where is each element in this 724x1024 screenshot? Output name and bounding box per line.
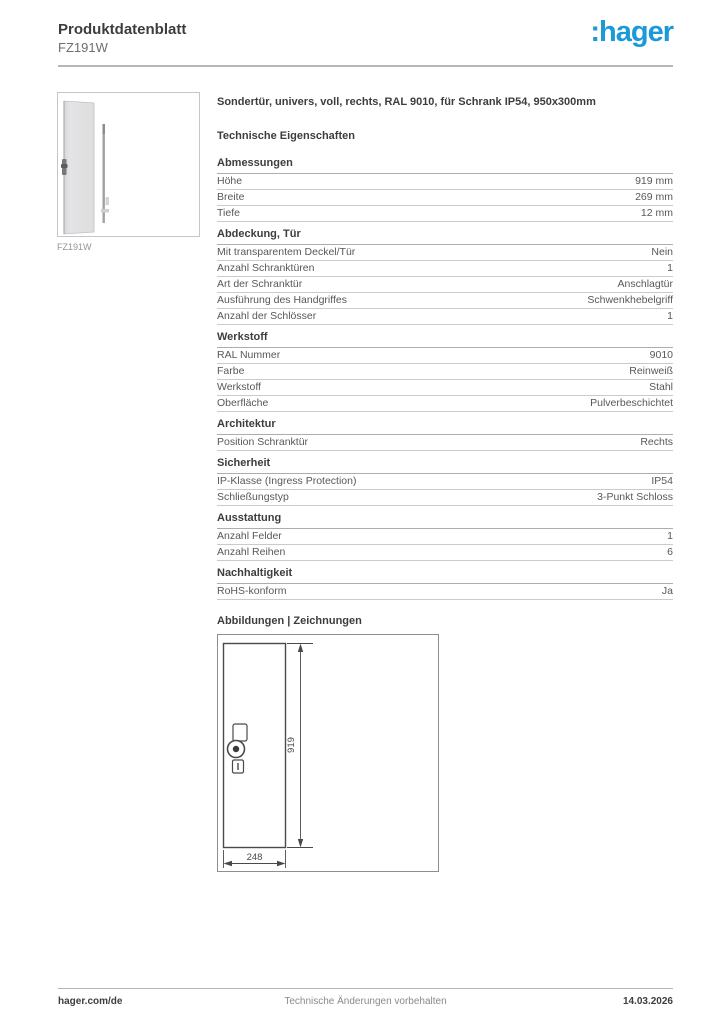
spec-value: 3-Punkt Schloss [597, 491, 673, 503]
spec-label: Oberfläche [217, 397, 269, 409]
rod-part-1 [106, 197, 110, 205]
spec-value: 1 [667, 310, 673, 322]
spec-label: Schließungstyp [217, 491, 289, 503]
content-column [217, 96, 673, 872]
height-dimension-label: 919 [286, 737, 297, 753]
spec-value: Nein [651, 246, 673, 258]
door-panel [64, 101, 94, 234]
arrow-down-icon [298, 839, 303, 848]
spec-label: Farbe [217, 365, 245, 377]
spec-label: Art der Schranktür [217, 278, 303, 290]
section-title: Nachhaltigkeit [217, 567, 673, 584]
spec-value: 6 [667, 546, 673, 558]
spec-label: Ausführung des Handgriffes [217, 294, 347, 306]
section-architektur [217, 418, 673, 451]
spec-sections [217, 157, 673, 600]
spec-row [217, 474, 673, 490]
spec-row [217, 293, 673, 309]
locking-rod [103, 124, 105, 223]
spec-value: Rechts [640, 436, 673, 448]
spec-row [217, 174, 673, 190]
spec-row [217, 545, 673, 561]
spec-label: RoHS-konform [217, 585, 287, 597]
product-image-caption: FZ191W [57, 242, 92, 252]
spec-row [217, 490, 673, 506]
spec-label: Werkstoff [217, 381, 261, 393]
spec-label: Anzahl der Schlösser [217, 310, 317, 322]
rod-tip [103, 124, 105, 134]
footer-site-link[interactable]: hager.com/de [58, 996, 123, 1007]
header-divider [58, 65, 673, 67]
section-sicherheit [217, 457, 673, 506]
arrow-left-icon [224, 861, 233, 866]
spec-row [217, 261, 673, 277]
spec-label: Tiefe [217, 207, 240, 219]
product-code: FZ191W [58, 40, 108, 55]
section-ausstattung [217, 512, 673, 561]
spec-label: RAL Nummer [217, 349, 281, 361]
spec-label: Anzahl Schranktüren [217, 262, 315, 274]
spec-value: Ja [661, 585, 673, 597]
spec-value: 12 mm [640, 207, 673, 219]
spec-value: Reinweiß [629, 365, 673, 377]
spec-row [217, 206, 673, 222]
product-image [57, 92, 200, 237]
tech-properties-heading: Technische Eigenschaften [217, 130, 355, 142]
section-title: Architektur [217, 418, 673, 435]
arrow-up-icon [298, 644, 303, 653]
width-dimension-label: 248 [246, 852, 263, 863]
door-photo-graphic [58, 93, 199, 236]
spec-value: Anschlagtür [617, 278, 673, 290]
spec-row [217, 309, 673, 325]
spec-row [217, 277, 673, 293]
spec-row [217, 380, 673, 396]
spec-row [217, 190, 673, 206]
door-lock [61, 164, 68, 168]
spec-value: 269 mm [635, 191, 673, 203]
spec-label: Breite [217, 191, 245, 203]
spec-label: Mit transparentem Deckel/Tür [217, 246, 356, 258]
lock-keyhole [233, 746, 239, 752]
section-title: Sicherheit [217, 457, 673, 474]
arrow-right-icon [277, 861, 286, 866]
spec-value: 9010 [649, 349, 673, 361]
spec-row [217, 348, 673, 364]
spec-value: IP54 [651, 475, 673, 487]
spec-label: Anzahl Felder [217, 530, 282, 542]
footer-divider [58, 988, 673, 989]
hager-logo: :hager [590, 16, 673, 48]
handle-escutcheon [233, 724, 247, 741]
spec-row [217, 529, 673, 545]
spec-value: Pulverbeschichtet [590, 397, 673, 409]
spec-value: Schwenkhebelgriff [587, 294, 673, 306]
section-abmessungen [217, 157, 673, 222]
spec-label: Höhe [217, 175, 243, 187]
spec-row [217, 396, 673, 412]
footer-date: 14.03.2026 [622, 996, 673, 1007]
door-dimension-drawing [218, 635, 438, 871]
technical-drawing [217, 634, 439, 872]
section-title: Ausstattung [217, 512, 673, 529]
rod-part-2 [101, 209, 109, 213]
spec-row [217, 435, 673, 451]
spec-label: IP-Klasse (Ingress Protection) [217, 475, 357, 487]
drawings-heading: Abbildungen | Zeichnungen [217, 615, 362, 627]
spec-row [217, 584, 673, 600]
page-title: Produktdatenblatt [58, 21, 187, 38]
section-abdeckung-tuer [217, 228, 673, 325]
spec-row [217, 245, 673, 261]
spec-label: Position Schranktür [217, 436, 309, 448]
section-title: Abdeckung, Tür [217, 228, 673, 245]
section-title: Abmessungen [217, 157, 673, 174]
spec-value: Stahl [649, 381, 673, 393]
product-description: Sondertür, univers, voll, rechts, RAL 9010, für Schrank IP54, 950x300mm [217, 96, 596, 108]
spec-value: 1 [667, 262, 673, 274]
footer-disclaimer: Technische Änderungen vorbehalten [284, 996, 447, 1007]
section-werkstoff [217, 331, 673, 412]
spec-label: Anzahl Reihen [217, 546, 286, 558]
spec-value: 1 [667, 530, 673, 542]
footer [58, 996, 673, 1007]
spec-row [217, 364, 673, 380]
section-title: Werkstoff [217, 331, 673, 348]
section-nachhaltigkeit [217, 567, 673, 600]
spec-value: 919 mm [635, 175, 673, 187]
